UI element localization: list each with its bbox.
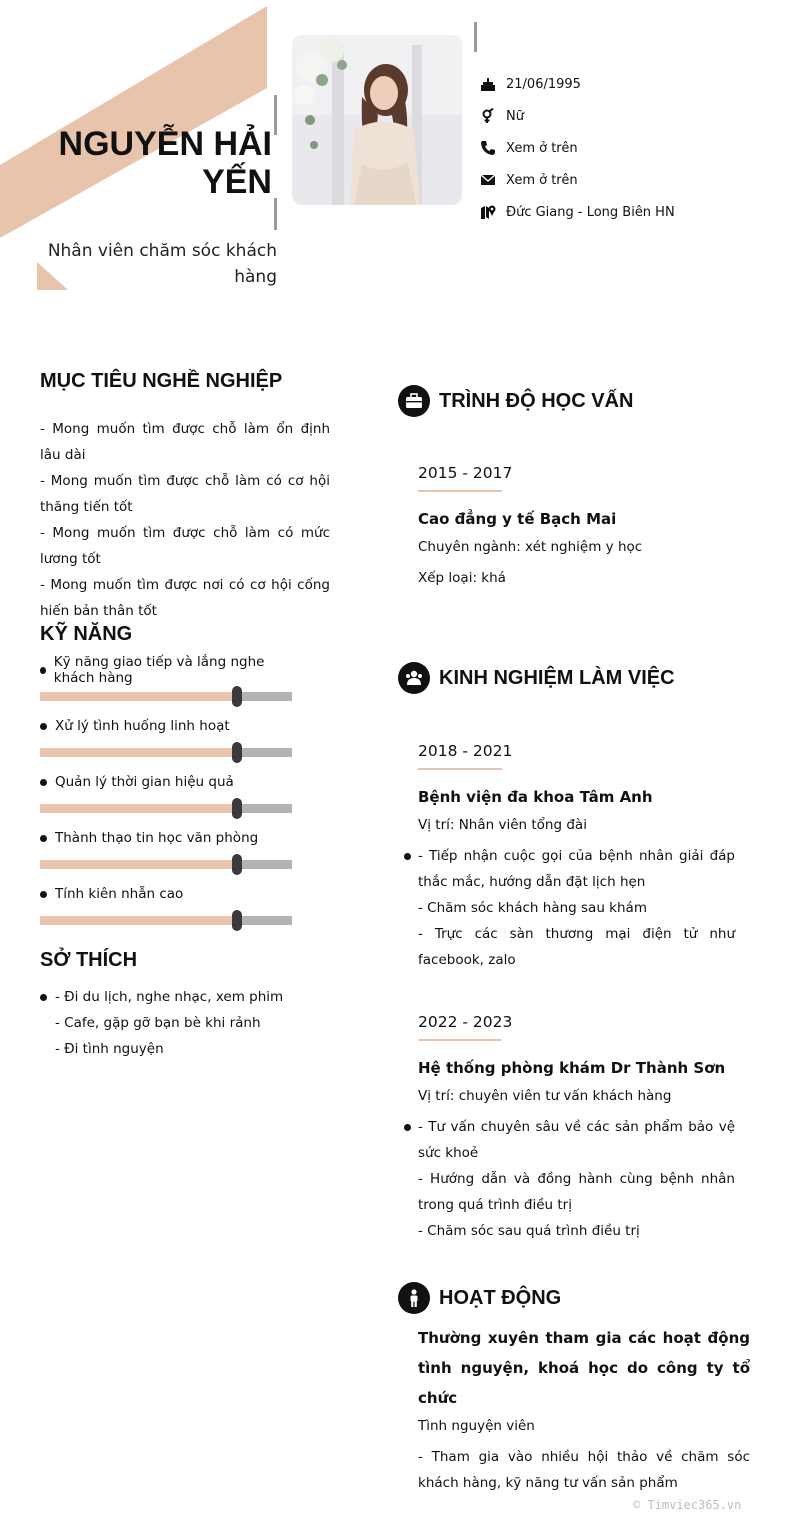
objective-line: - Mong muốn tìm được chỗ làm ổn định lâu dài [40, 421, 330, 463]
bullet-dot [40, 779, 47, 786]
job-title: Nhân viên chăm sóc khách hàng [47, 241, 277, 287]
skill-item [40, 828, 295, 869]
objective-text [40, 416, 330, 624]
skill-item [40, 654, 295, 701]
gender-icon [480, 106, 506, 126]
divider-line [274, 198, 277, 230]
duty-line: - Trực các sàn thương mại điện tử như facebook, zalo [418, 926, 735, 968]
contact-address [480, 196, 675, 228]
bullet-dot [404, 853, 411, 860]
skill-item [40, 884, 295, 925]
divider-line [274, 95, 277, 135]
activity-role: Tình nguyện viên [418, 1418, 535, 1434]
period-underline [418, 490, 502, 492]
skill-level-handle [232, 910, 242, 931]
skill-label: Tính kiên nhẫn cao [55, 886, 184, 902]
candidate-name: NGUYỄN HẢI YẾN [58, 125, 272, 201]
activities-heading: HOẠT ĐỘNG [439, 1286, 562, 1309]
experience-position: Vị trí: Nhân viên tổng đài [418, 817, 587, 833]
experience-duties [418, 1114, 735, 1244]
phone-icon [480, 138, 506, 158]
skill-item [40, 716, 295, 757]
education-section-header [398, 385, 633, 417]
objective-line: - Mong muốn tìm được chỗ làm có mức lương tốt [40, 525, 330, 567]
envelope-icon [480, 170, 506, 190]
skill-level-bar [40, 748, 292, 757]
skill-level-handle [232, 798, 242, 819]
map-location-icon [480, 202, 506, 222]
skill-level-bar [40, 804, 292, 813]
experience-period: 2022 - 2023 [418, 1013, 513, 1031]
skill-level-handle [232, 854, 242, 875]
objective-line: - Mong muốn tìm được nơi có cơ hội cống hiến bản thân tốt [40, 577, 330, 619]
contact-email [480, 164, 675, 196]
skill-level-fill [40, 860, 237, 869]
objective-heading: MỤC TIÊU NGHỀ NGHIỆP [40, 370, 283, 392]
education-grade: Xếp loại: khá [418, 570, 506, 586]
briefcase-icon [398, 385, 430, 417]
activities-section-header [398, 1282, 561, 1314]
contact-info [480, 68, 675, 228]
hobby-line: - Đi du lịch, nghe nhạc, xem phim [55, 989, 284, 1005]
experience-period: 2018 - 2021 [418, 742, 513, 760]
gender-text: Nữ [506, 108, 524, 124]
education-period: 2015 - 2017 [418, 464, 513, 482]
company-name: Hệ thống phòng khám Dr Thành Sơn [418, 1059, 726, 1077]
education-item [418, 462, 735, 591]
address-text: Đức Giang - Long Biên HN [506, 204, 675, 220]
phone-text: Xem ở trên [506, 140, 578, 156]
skill-label: Kỹ năng giao tiếp và lắng nghe khách hàng [53, 654, 265, 686]
hobby-line: - Đi tình nguyện [55, 1041, 164, 1057]
skills-heading: KỸ NĂNG [40, 623, 133, 645]
duty-line: - Tiếp nhận cuộc gọi của bệnh nhân giải đáp thắc mắc, hướng dẫn đặt lịch hẹn [418, 848, 735, 890]
activity-name: Thường xuyên tham gia các hoạt động tình nguyện, khoá học do công ty tổ chức [418, 1329, 750, 1407]
duty-line: - Hướng dẫn và đồng hành cùng bệnh nhân trong quá trình điều trị [418, 1171, 735, 1213]
birthday-cake-icon [480, 74, 506, 94]
education-heading: TRÌNH ĐỘ HỌC VẤN [439, 389, 634, 412]
skill-level-fill [40, 804, 237, 813]
school-name: Cao đẳng y tế Bạch Mai [418, 510, 617, 528]
birthday-text: 21/06/1995 [506, 76, 581, 92]
education-major: Chuyên ngành: xét nghiệm y học [418, 539, 643, 555]
bullet-dot [40, 723, 47, 730]
activity-item [418, 1323, 750, 1496]
skill-item [40, 772, 295, 813]
period-underline [418, 1039, 502, 1041]
experience-duties [418, 843, 735, 973]
person-icon [398, 1282, 430, 1314]
objective-line: - Mong muốn tìm được chỗ làm có cơ hội thăng tiến tốt [40, 473, 330, 515]
duty-line: - Chăm sóc sau quá trình điều trị [418, 1223, 640, 1239]
hobby-line: - Cafe, gặp gỡ bạn bè khi rảnh [55, 1015, 261, 1031]
contact-birthday [480, 68, 675, 100]
skill-level-fill [40, 748, 237, 757]
duty-line: - Tư vấn chuyên sâu về các sản phẩm bảo vệ sức khoẻ [418, 1119, 735, 1161]
skill-level-bar [40, 860, 292, 869]
bullet-dot [40, 891, 47, 898]
company-name: Bệnh viện đa khoa Tâm Anh [418, 788, 653, 806]
divider-line [474, 22, 477, 52]
users-icon [398, 662, 430, 694]
bullet-dot [404, 1124, 411, 1131]
hobbies-heading: SỞ THÍCH [40, 949, 138, 971]
skill-level-handle [232, 686, 242, 707]
skill-level-bar [40, 916, 292, 925]
contact-phone [480, 132, 675, 164]
duty-line: - Chăm sóc khách hàng sau khám [418, 900, 647, 916]
bullet-dot [40, 994, 47, 1001]
skill-level-handle [232, 742, 242, 763]
hobbies-list [40, 984, 283, 1062]
profile-photo [292, 35, 462, 205]
activity-detail: - Tham gia vào nhiều hội thảo về chăm sóc khách hàng, kỹ năng tư vấn sản phẩm [418, 1449, 750, 1491]
bullet-dot [40, 835, 47, 842]
skill-level-fill [40, 916, 237, 925]
experience-position: Vị trí: chuyên viên tư vấn khách hàng [418, 1088, 672, 1104]
skill-label: Xử lý tình huống linh hoạt [55, 718, 230, 734]
experience-heading: KINH NGHIỆM LÀM VIỆC [439, 666, 675, 689]
skill-level-bar [40, 692, 292, 701]
watermark: © Timviec365.vn [633, 1498, 742, 1512]
skill-label: Thành thạo tin học văn phòng [55, 830, 259, 846]
email-text: Xem ở trên [506, 172, 578, 188]
period-underline [418, 768, 502, 770]
skill-level-fill [40, 692, 237, 701]
contact-gender [480, 100, 675, 132]
skill-label: Quản lý thời gian hiệu quả [55, 774, 234, 790]
experience-item [418, 1011, 735, 1244]
bullet-dot [40, 667, 46, 674]
experience-item [418, 740, 735, 973]
experience-section-header [398, 662, 675, 694]
